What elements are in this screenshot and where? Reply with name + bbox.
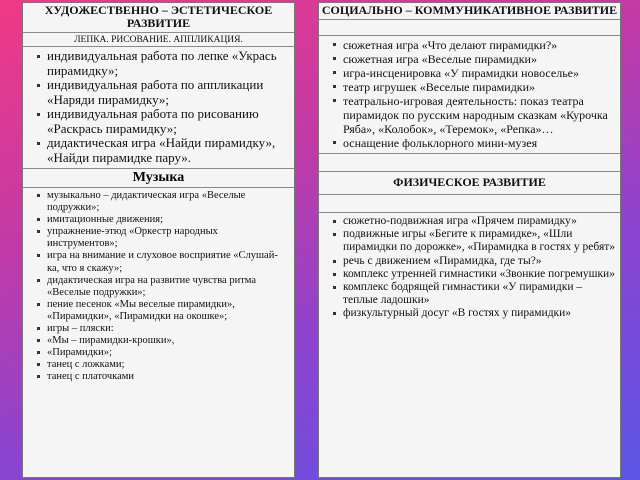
list-item: театр игрушек «Веселые пирамидки»	[343, 80, 616, 94]
art-development-column	[22, 2, 295, 478]
list-item: комплекс бодрящей гимнастики «У пирамидки – теплые ладошки»	[343, 281, 616, 307]
list-item: оснащение фольклорного мини-музея	[343, 136, 616, 150]
art-activities-cell	[23, 47, 294, 169]
list-item: речь с движением «Пирамидка, где ты?»	[343, 255, 616, 268]
list-item: подвижные игры «Бегите к пирамидке», «Шли пирамидки по дорожке», «Пирамидка в гостях у ребят»	[343, 228, 616, 254]
social-blank-row	[319, 20, 620, 36]
list-item: игра-инсценировка «У пирамидки новоселье»	[343, 66, 616, 80]
list-item: индивидуальная работа по аппликации «Наряди пирамидку»;	[47, 78, 290, 107]
list-item: имитационные движения;	[47, 214, 290, 226]
music-header: Музыка	[23, 169, 294, 188]
list-item: игры – пляски:	[47, 323, 290, 335]
social-activities-list	[343, 38, 616, 150]
list-item: «Пирамидки»;	[47, 347, 290, 359]
physical-development-header: ФИЗИЧЕСКОЕ РАЗВИТИЕ	[319, 172, 620, 195]
list-item: танец с платочками	[47, 371, 290, 383]
list-item: танец с ложками;	[47, 359, 290, 371]
music-activities-cell	[23, 188, 294, 387]
list-item: физкультурный досуг «В гостях у пирамидки»	[343, 307, 616, 320]
list-item: сюжетная игра «Веселые пирамидки»	[343, 52, 616, 66]
physical-blank-row	[319, 195, 620, 213]
list-item: пение песенок «Мы веселые пирамидки», «Пирамидки», «Пирамидки на окошке»;	[47, 299, 290, 323]
list-item: индивидуальная работа по лепке «Укрась пирамидку»;	[47, 49, 290, 78]
list-item: дидактическая игра «Найди пирамидку», «Найди пирамидке пару».	[47, 136, 290, 165]
list-item: сюжетно-подвижная игра «Прячем пирамидку»	[343, 215, 616, 228]
list-item: индивидуальная работа по рисованию «Раскрась пирамидку»;	[47, 107, 290, 136]
list-item: игра на внимание и слуховое восприятие «Слушай-ка, что я скажу»;	[47, 250, 290, 274]
list-item: «Мы – пирамидки-крошки»,	[47, 335, 290, 347]
list-item: упражнение-этюд «Оркестр народных инструментов»;	[47, 226, 290, 250]
art-development-subheader: ЛЕПКА. РИСОВАНИЕ. АППЛИКАЦИЯ.	[23, 33, 294, 47]
social-development-column	[318, 2, 621, 478]
social-activities-cell	[319, 36, 620, 154]
list-item: театрально-игровая деятельность: показ театра пирамидок по русским народным сказкам «Курочка Ряба», «Колобок», «Теремок», «Репка»…	[343, 94, 616, 136]
art-development-header: ХУДОЖЕСТВЕННО – ЭСТЕТИЧЕСКОЕ РАЗВИТИЕ	[23, 3, 294, 33]
list-item: комплекс утренней гимнастики «Звонкие погремушки»	[343, 267, 615, 280]
list-item: дидактическая игра на развитие чувства ритма «Веселые подружки»;	[47, 275, 290, 299]
social-development-header: СОЦИАЛЬНО – КОММУНИКАТИВНОЕ РАЗВИТИЕ	[319, 3, 620, 20]
art-activities-list	[47, 49, 290, 165]
social-spacer-row	[319, 154, 620, 172]
list-item: сюжетная игра «Что делают пирамидки?»	[343, 38, 616, 52]
music-activities-list	[47, 190, 290, 384]
physical-activities-list	[343, 215, 616, 321]
physical-activities-cell	[319, 213, 620, 324]
list-item: музыкально – дидактическая игра «Веселые подружки»;	[47, 190, 290, 214]
